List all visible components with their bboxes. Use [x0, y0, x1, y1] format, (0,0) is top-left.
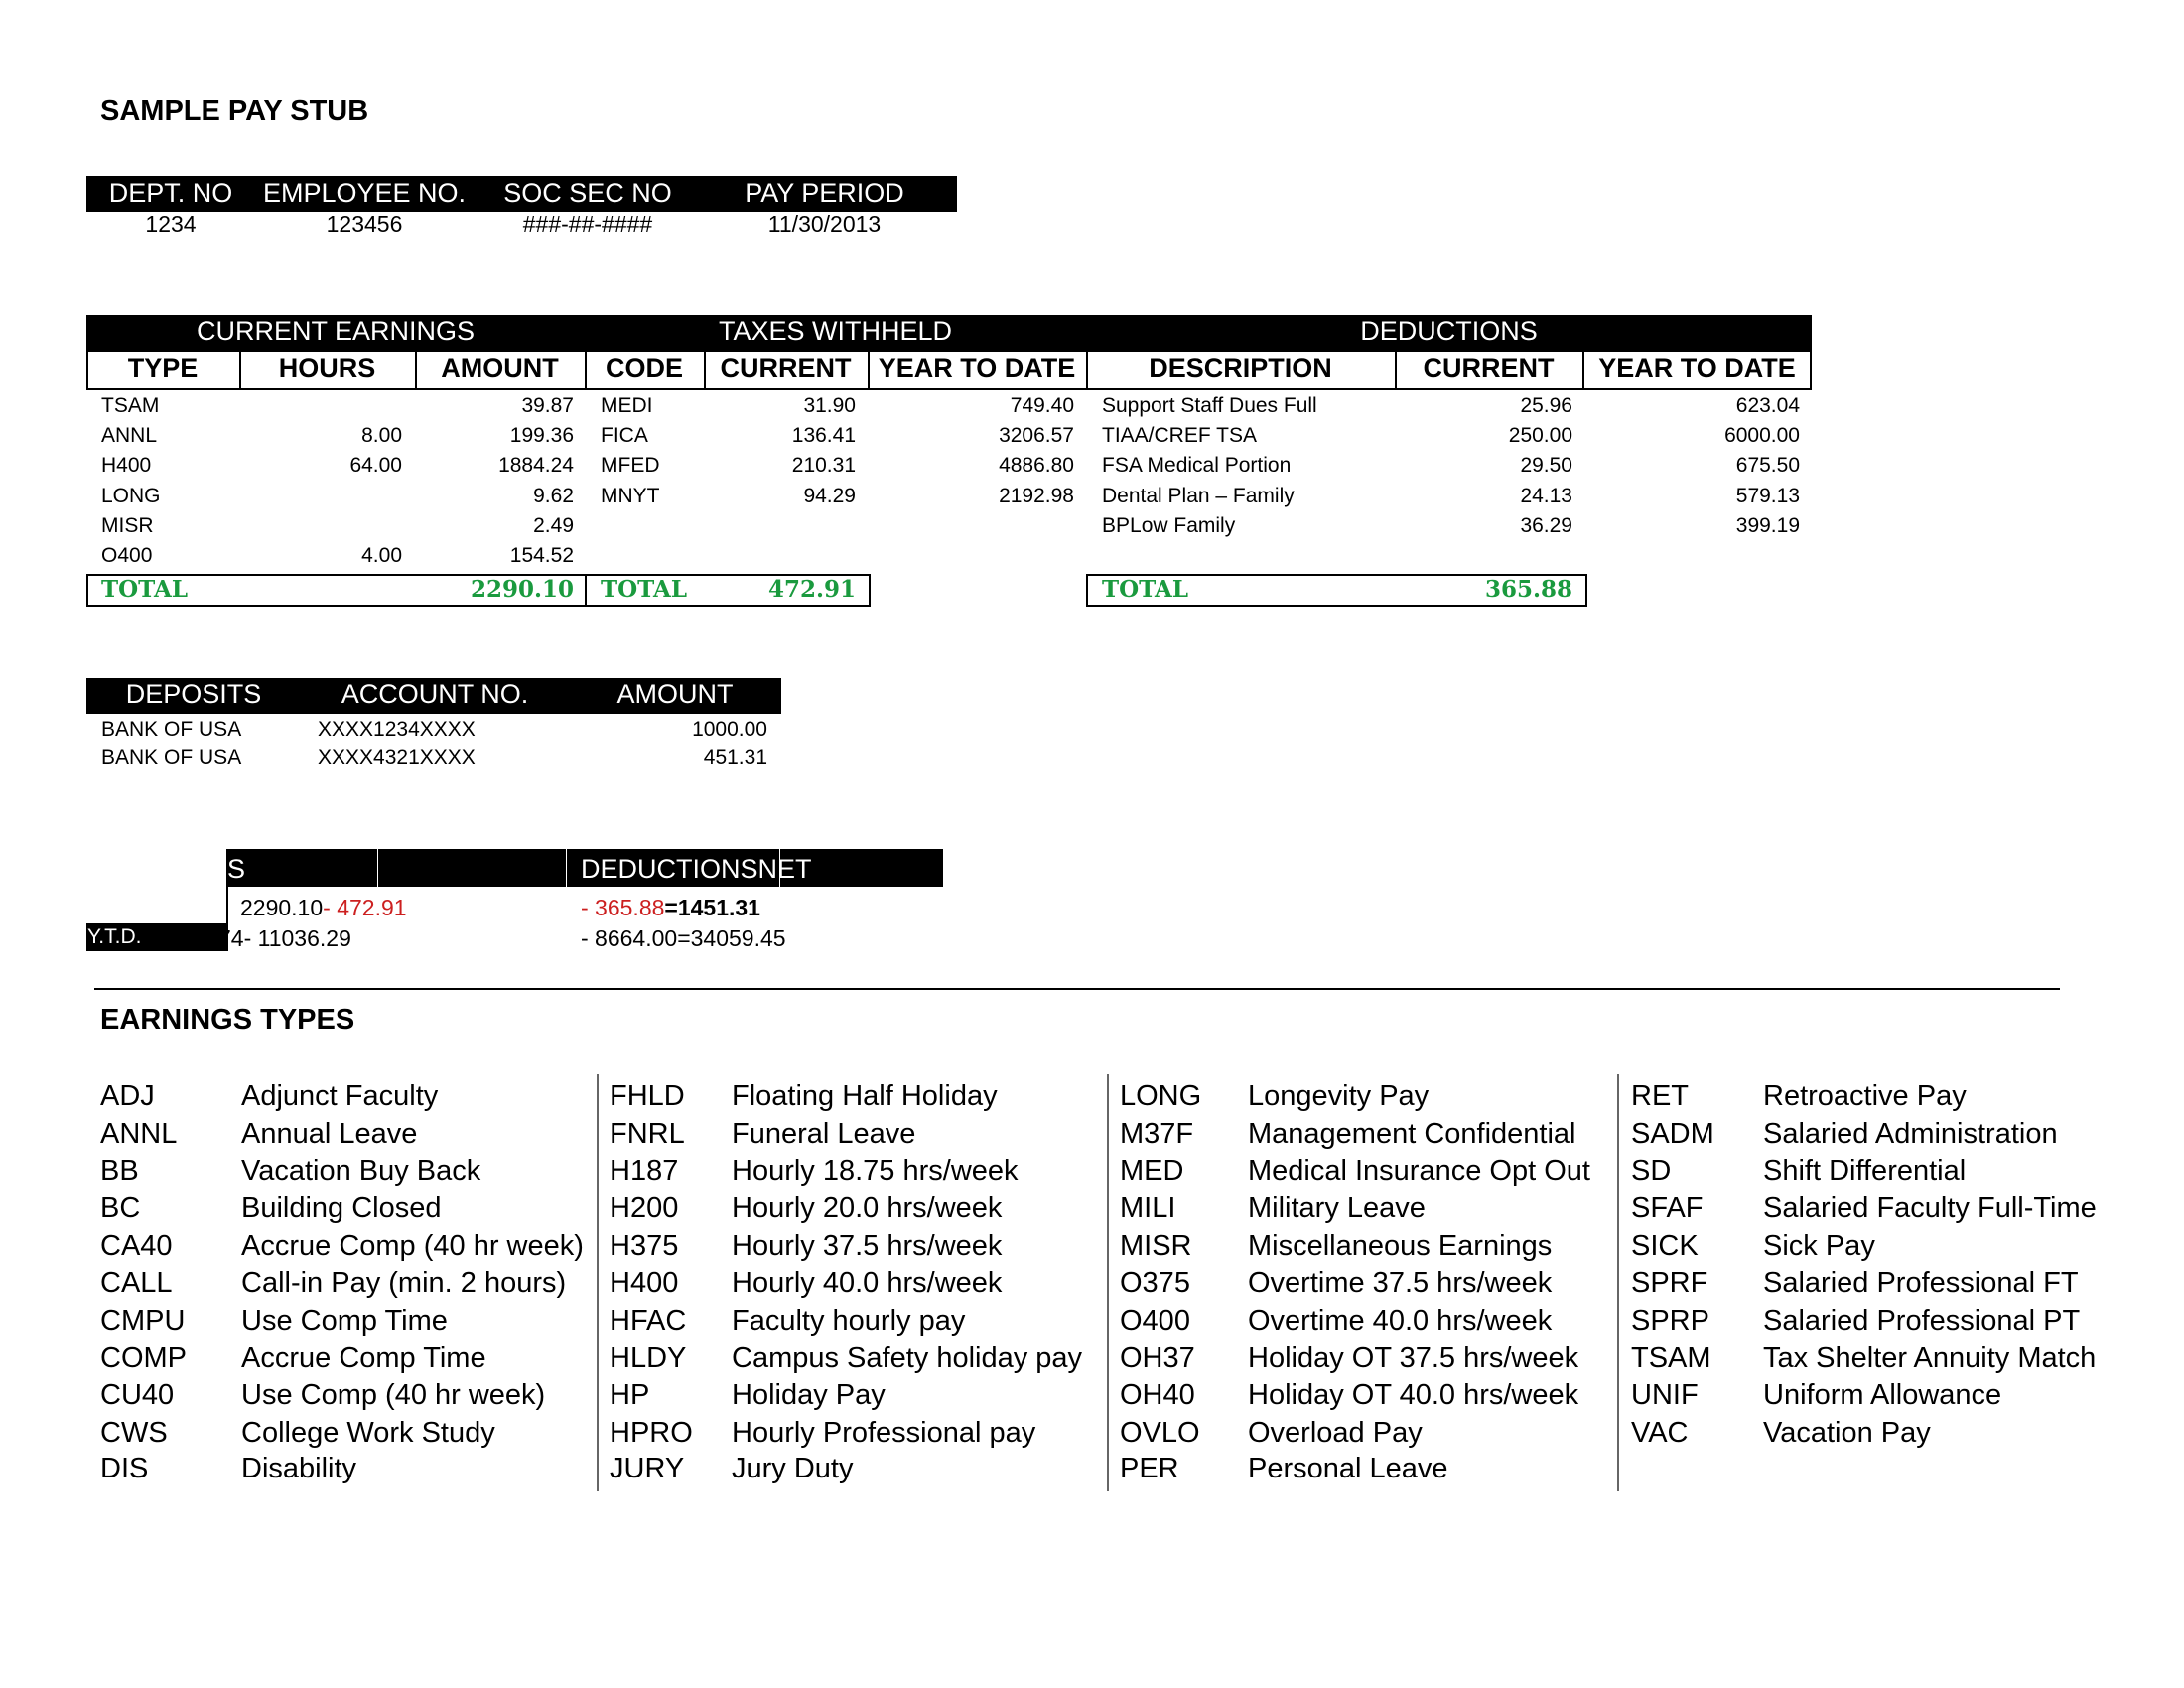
employee-no-value: 123456 [326, 211, 403, 237]
deposits-col-deposits: DEPOSITS [125, 679, 262, 709]
summary-header-deductions-net: DEDUCTIONSNET [581, 854, 812, 884]
earning-type: MISR [101, 514, 154, 537]
deduction-ytd: 675.50 [1735, 454, 1800, 477]
et-desc: Medical Insurance Opt Out [1248, 1155, 1590, 1187]
et-code: BB [100, 1155, 139, 1187]
et-code: MILI [1120, 1193, 1176, 1224]
earning-amount: 1884.24 [498, 454, 574, 477]
et-desc: Holiday Pay [732, 1379, 886, 1411]
et-code: JURY [610, 1453, 685, 1484]
col-ded-current: CURRENT [1423, 353, 1555, 383]
deduction-description: Dental Plan – Family [1102, 485, 1295, 507]
summary-net: =1451.31 [664, 895, 760, 920]
et-code: UNIF [1631, 1379, 1699, 1411]
col-amount: AMOUNT [441, 353, 559, 383]
employee-no-header: EMPLOYEE NO. [262, 178, 467, 208]
deposit-amount: 1000.00 [692, 718, 767, 741]
et-code: H187 [610, 1155, 679, 1187]
et-code: HPRO [610, 1417, 693, 1449]
et-code: BC [100, 1193, 141, 1224]
deposit-account: XXXX4321XXXX [318, 746, 476, 769]
et-code: O400 [1120, 1305, 1190, 1336]
deductions-total-value: 365.88 [1484, 576, 1572, 603]
et-desc: Accrue Comp (40 hr week) [241, 1230, 584, 1262]
et-desc: Hourly 20.0 hrs/week [732, 1193, 1003, 1224]
et-desc: Accrue Comp Time [241, 1342, 486, 1374]
et-desc: Hourly Professional pay [732, 1417, 1036, 1449]
deduction-ytd: 399.19 [1735, 514, 1800, 537]
col-tax-current: CURRENT [720, 353, 852, 383]
col-description: DESCRIPTION [1149, 353, 1332, 383]
et-code: CALL [100, 1267, 173, 1299]
tax-current: 210.31 [791, 454, 856, 477]
taxes-total-value: 472.91 [767, 576, 856, 603]
et-desc: Salaried Professional PT [1763, 1305, 2081, 1336]
summary-current-line [240, 895, 407, 921]
et-code: ANNL [100, 1118, 178, 1150]
deposit-bank: BANK OF USA [101, 718, 242, 741]
earning-type: TSAM [101, 394, 160, 417]
ytd-right: - 8664.00=34059.45 [581, 925, 786, 951]
et-code: LONG [1120, 1080, 1202, 1112]
page-title: SAMPLE PAY STUB [100, 95, 369, 127]
deduction-current: 250.00 [1508, 424, 1572, 447]
et-desc: Overload Pay [1248, 1417, 1423, 1449]
earning-type: ANNL [101, 424, 158, 447]
et-desc: Hourly 18.75 hrs/week [732, 1155, 1019, 1187]
current-earnings-header: CURRENT EARNINGS [196, 316, 476, 346]
et-desc: Campus Safety holiday pay [732, 1342, 1083, 1374]
et-code: COMP [100, 1342, 187, 1374]
et-code: OVLO [1120, 1417, 1200, 1449]
earning-amount: 2.49 [533, 514, 574, 537]
et-desc: Disability [241, 1453, 357, 1484]
deduction-description: TIAA/CREF TSA [1102, 424, 1257, 447]
col-hours: HOURS [278, 353, 376, 383]
deduction-current: 24.13 [1520, 485, 1572, 507]
et-desc: Holiday OT 37.5 hrs/week [1248, 1342, 1579, 1374]
tax-code: MNYT [601, 485, 660, 507]
et-desc: Hourly 40.0 hrs/week [732, 1267, 1003, 1299]
et-desc: Sick Pay [1763, 1230, 1875, 1262]
earnings-total-value: 2290.10 [470, 576, 574, 603]
earning-hours: 4.00 [361, 544, 402, 567]
deposit-bank: BANK OF USA [101, 746, 242, 769]
earning-type: O400 [101, 544, 153, 567]
deduction-ytd: 579.13 [1735, 485, 1800, 507]
et-code: RET [1631, 1080, 1689, 1112]
earning-type: LONG [101, 485, 161, 507]
et-desc: Overtime 40.0 hrs/week [1248, 1305, 1553, 1336]
summary-current-right [581, 895, 760, 921]
tax-ytd: 3206.57 [999, 424, 1074, 447]
et-desc: Vacation Buy Back [241, 1155, 481, 1187]
earning-amount: 9.62 [533, 485, 574, 507]
soc-sec-no-header: SOC SEC NO [503, 178, 672, 208]
tax-current: 94.29 [803, 485, 856, 507]
et-code: DIS [100, 1453, 149, 1484]
et-code: CMPU [100, 1305, 186, 1336]
et-code: CA40 [100, 1230, 173, 1262]
deposit-amount: 451.31 [703, 746, 767, 769]
tax-ytd: 2192.98 [999, 485, 1074, 507]
col-ded-ytd: YEAR TO DATE [1598, 353, 1796, 383]
tax-code: MEDI [601, 394, 653, 417]
summary-header-left: S [227, 854, 246, 884]
et-code: TSAM [1631, 1342, 1711, 1374]
et-code: MISR [1120, 1230, 1192, 1262]
earning-type: H400 [101, 454, 152, 477]
earnings-total-label: TOTAL [101, 576, 189, 603]
et-code: FNRL [610, 1118, 685, 1150]
tax-code: FICA [601, 424, 648, 447]
et-desc: Longevity Pay [1248, 1080, 1430, 1112]
et-code: OH40 [1120, 1379, 1195, 1411]
deduction-description: BPLow Family [1102, 514, 1236, 537]
et-desc: Call-in Pay (min. 2 hours) [241, 1267, 567, 1299]
col-type: TYPE [127, 353, 199, 383]
earning-hours: 8.00 [361, 424, 402, 447]
et-desc: Overtime 37.5 hrs/week [1248, 1267, 1553, 1299]
summary-deductions: - 365.88 [581, 895, 665, 920]
et-code: O375 [1120, 1267, 1190, 1299]
et-desc: Funeral Leave [732, 1118, 916, 1150]
col-code: CODE [605, 353, 683, 383]
et-code: H375 [610, 1230, 679, 1262]
et-code: FHLD [610, 1080, 685, 1112]
earning-amount: 199.36 [509, 424, 574, 447]
et-code: VAC [1631, 1417, 1689, 1449]
et-code: SADM [1631, 1118, 1714, 1150]
et-code: CWS [100, 1417, 168, 1449]
et-desc: Vacation Pay [1763, 1417, 1931, 1449]
earning-amount: 154.52 [509, 544, 574, 567]
deduction-description: FSA Medical Portion [1102, 454, 1292, 477]
taxes-withheld-header: TAXES WITHHELD [718, 316, 953, 346]
et-code: HP [610, 1379, 650, 1411]
et-desc: Jury Duty [732, 1453, 854, 1484]
summary-gross: 2290.10 [240, 895, 324, 920]
et-desc: Holiday OT 40.0 hrs/week [1248, 1379, 1579, 1411]
et-desc: Miscellaneous Earnings [1248, 1230, 1553, 1262]
et-code: SFAF [1631, 1193, 1704, 1224]
et-desc: Retroactive Pay [1763, 1080, 1967, 1112]
et-code: SPRP [1631, 1305, 1709, 1336]
pay-period-header: PAY PERIOD [745, 178, 904, 208]
deductions-header: DEDUCTIONS [1360, 316, 1538, 346]
et-desc: Personal Leave [1248, 1453, 1448, 1484]
et-code: CU40 [100, 1379, 175, 1411]
tax-ytd: 4886.80 [999, 454, 1074, 477]
et-code: H400 [610, 1267, 679, 1299]
et-code: HFAC [610, 1305, 687, 1336]
deduction-current: 29.50 [1520, 454, 1572, 477]
deduction-current: 36.29 [1520, 514, 1572, 537]
deductions-total-label: TOTAL [1102, 576, 1189, 603]
et-desc: Shift Differential [1763, 1155, 1967, 1187]
tax-code: MFED [601, 454, 660, 477]
et-code: OH37 [1120, 1342, 1195, 1374]
et-code: SPRF [1631, 1267, 1708, 1299]
pay-period-value: 11/30/2013 [767, 211, 882, 237]
ytd-label: Y.T.D. [87, 925, 142, 948]
et-desc: Tax Shelter Annuity Match [1763, 1342, 2097, 1374]
col-tax-ytd: YEAR TO DATE [878, 353, 1076, 383]
deduction-ytd: 6000.00 [1724, 424, 1800, 447]
earning-hours: 64.00 [349, 454, 402, 477]
et-desc: Salaried Administration [1763, 1118, 2058, 1150]
et-code: SD [1631, 1155, 1672, 1187]
et-desc: Management Confidential [1248, 1118, 1576, 1150]
deduction-description: Support Staff Dues Full [1102, 394, 1317, 417]
et-code: SICK [1631, 1230, 1699, 1262]
section-divider [94, 988, 2060, 990]
et-code: H200 [610, 1193, 679, 1224]
et-desc: Floating Half Holiday [732, 1080, 998, 1112]
et-code: PER [1120, 1453, 1179, 1484]
et-desc: College Work Study [241, 1417, 495, 1449]
et-code: HLDY [610, 1342, 687, 1374]
deduction-current: 25.96 [1520, 394, 1572, 417]
dept-no-header: DEPT. NO [108, 178, 233, 208]
et-desc: Salaried Faculty Full-Time [1763, 1193, 2097, 1224]
et-code: MED [1120, 1155, 1184, 1187]
tax-current: 31.90 [803, 394, 856, 417]
et-desc: Faculty hourly pay [732, 1305, 966, 1336]
earnings-types-title: EARNINGS TYPES [100, 1004, 355, 1036]
et-desc: Salaried Professional FT [1763, 1267, 2079, 1299]
soc-sec-no-value: ###-##-#### [522, 211, 653, 237]
earning-amount: 39.87 [521, 394, 574, 417]
et-desc: Hourly 37.5 hrs/week [732, 1230, 1003, 1262]
deposits-col-amount: AMOUNT [616, 679, 734, 709]
et-desc: Use Comp Time [241, 1305, 448, 1336]
et-desc: Military Leave [1248, 1193, 1426, 1224]
et-code: M37F [1120, 1118, 1194, 1150]
ytd-left: 74- 11036.29 [218, 925, 351, 951]
taxes-total-label: TOTAL [601, 576, 688, 603]
deposits-col-account: ACCOUNT NO. [341, 679, 529, 709]
deduction-ytd: 623.04 [1735, 394, 1800, 417]
tax-current: 136.41 [791, 424, 856, 447]
et-desc: Annual Leave [241, 1118, 418, 1150]
dept-no-value: 1234 [145, 211, 197, 237]
summary-taxes: - 472.91 [323, 895, 407, 920]
tax-ytd: 749.40 [1010, 394, 1074, 417]
et-code: ADJ [100, 1080, 155, 1112]
et-desc: Use Comp (40 hr week) [241, 1379, 546, 1411]
et-desc: Adjunct Faculty [241, 1080, 439, 1112]
et-desc: Uniform Allowance [1763, 1379, 2002, 1411]
deposit-account: XXXX1234XXXX [318, 718, 476, 741]
et-desc: Building Closed [241, 1193, 442, 1224]
